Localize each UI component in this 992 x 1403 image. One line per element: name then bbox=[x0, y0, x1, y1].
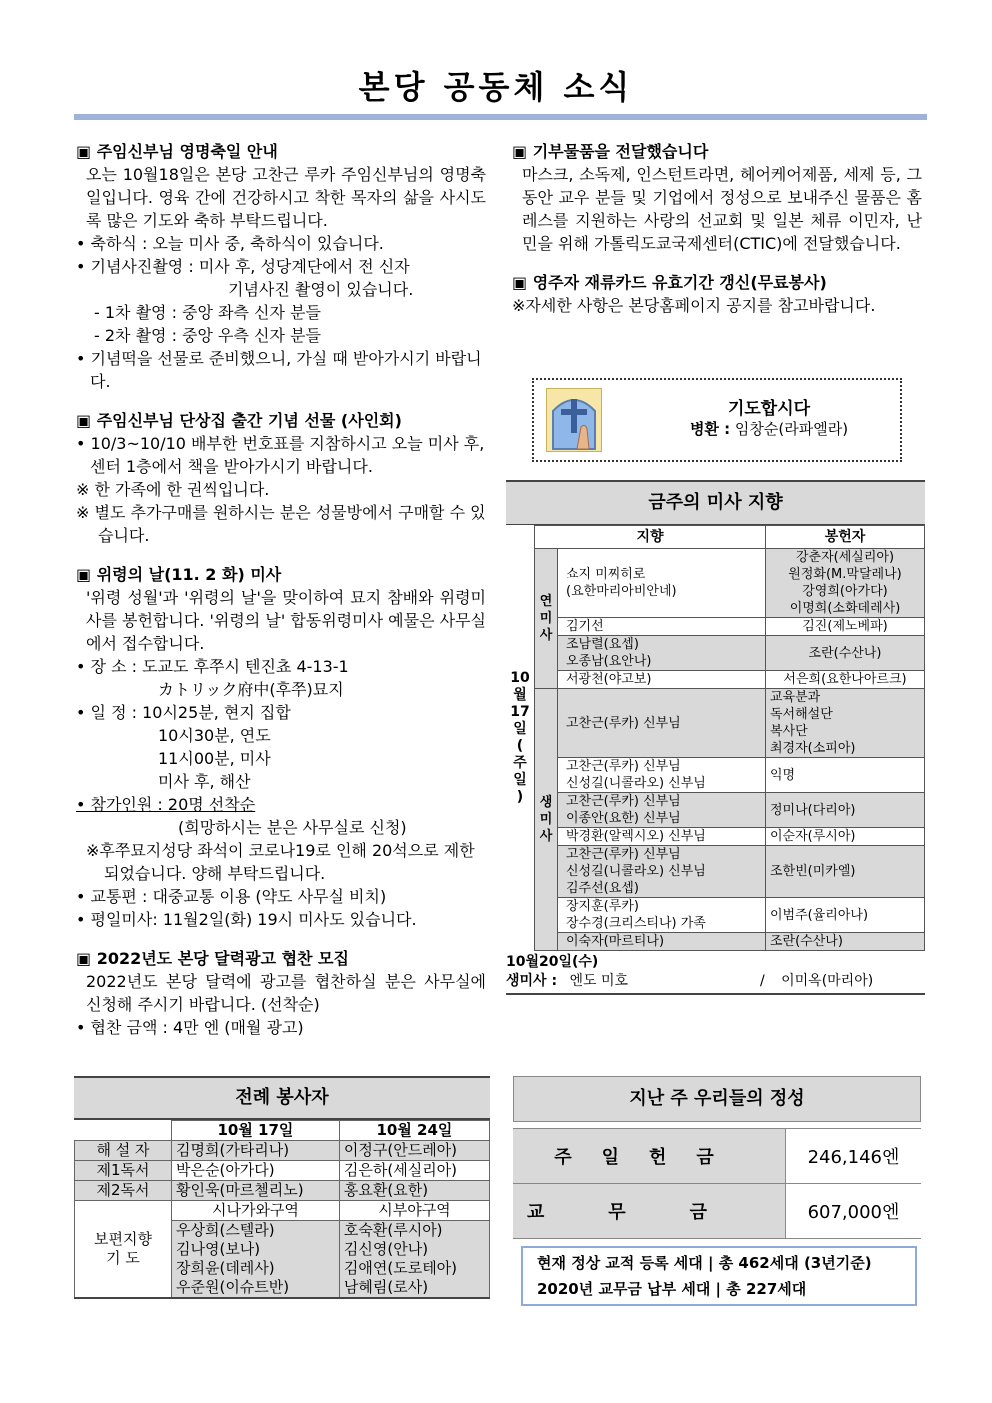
liturgy-servers bbox=[74, 1076, 490, 1299]
bullet: • 협찬 금액 : 4만 엔 (매월 광고) bbox=[76, 1018, 304, 1037]
date-1: 10월 17일 bbox=[172, 1121, 340, 1141]
mass-table bbox=[506, 525, 925, 951]
note: ※후쭈묘지성당 좌석이 코로나19로 인해 20석으로 제한되었습니다. 양해 부탁드립니다. bbox=[86, 841, 475, 883]
table-row bbox=[506, 898, 925, 933]
section-heading: ▣ 2022년도 본당 달력광고 협찬 모집 bbox=[76, 949, 349, 968]
mass-type-yeon: 연 미 사 bbox=[535, 549, 558, 689]
footer-label: 생미사 : bbox=[506, 973, 558, 989]
cell: 홍요환(요한) bbox=[339, 1181, 489, 1201]
donor-cell: 교육분과 독서해설단 복사단 최경자(소피아) bbox=[766, 689, 925, 758]
list-item: 우상희(스텔라) bbox=[176, 1221, 275, 1239]
donor-cell: 이범주(율리아나) bbox=[766, 898, 925, 933]
mass-heading: 금주의 미사 지향 bbox=[506, 480, 925, 525]
donor-cell: 김진(제노베파) bbox=[766, 618, 925, 636]
date-2: 10월 24일 bbox=[339, 1121, 489, 1141]
offering-value: 607,000엔 bbox=[786, 1184, 922, 1239]
cell: 황인욱(마르첼리노) bbox=[172, 1181, 340, 1201]
zone-b-list bbox=[339, 1221, 489, 1299]
table-row bbox=[506, 549, 925, 618]
cell: 김은하(세실리아) bbox=[339, 1161, 489, 1181]
table-row bbox=[506, 689, 925, 758]
donor-cell: 이순자(루시아) bbox=[766, 828, 925, 846]
table-row bbox=[513, 1184, 921, 1239]
donor-cell: 서은희(요한나아르크) bbox=[766, 671, 925, 689]
stats-line: 현재 정상 교적 등록 세대 | 총 462세대 (3년기준) bbox=[537, 1254, 872, 1272]
table-row bbox=[506, 846, 925, 898]
intent-cell: 서광천(야고보) bbox=[558, 671, 766, 689]
list-item: 김신영(안나) bbox=[343, 1240, 429, 1258]
bullet: • 평일미사: 11월2일(화) 19시 미사도 있습니다. bbox=[76, 910, 417, 929]
liturgy-table bbox=[74, 1120, 490, 1299]
prayer-box bbox=[532, 378, 902, 462]
offering-label: 교무금 bbox=[513, 1184, 786, 1239]
bullet: • 10/3~10/10 배부한 번호표를 지참하시고 오늘 미사 후, 센터 1층에서 책을 받아가시기 바랍니다. bbox=[76, 434, 485, 476]
paragraph: 2022년도 본당 달력에 광고를 협찬하실 분은 사무실에 신청해 주시기 바랍니다. (선착순) bbox=[86, 972, 486, 1014]
table-row bbox=[506, 758, 925, 793]
donor-cell: 조란(수산나) bbox=[766, 933, 925, 951]
zone-b: 시부야구역 bbox=[339, 1201, 489, 1221]
donor-cell: 강춘자(세실리아) 원정화(M.막달레나) 강영희(아가다) 이명희(소화데레사) bbox=[766, 549, 925, 618]
table-row bbox=[506, 793, 925, 828]
offering-value: 246,146엔 bbox=[786, 1129, 922, 1184]
intent-cell: 장지훈(루카) 장수경(크리스티나) 가족 bbox=[558, 898, 766, 933]
left-column bbox=[76, 140, 486, 1055]
section-donation bbox=[512, 140, 922, 255]
bullet: • 장 소 : 도교도 후쭈시 텐진쵸 4-13-1 bbox=[76, 657, 349, 676]
mass-footer bbox=[506, 953, 925, 995]
intent-cell: 조남렬(요셉) 오종남(요안나) bbox=[558, 636, 766, 671]
section-heading: ▣ 기부물품을 전달했습니다 bbox=[512, 142, 709, 161]
table-row bbox=[506, 933, 925, 951]
table-row bbox=[506, 671, 925, 689]
list-item: 장희윤(데레사) bbox=[176, 1259, 275, 1277]
bullet: • 기념사진촬영 : 미사 후, 성당계단에서 전 신자 bbox=[76, 257, 410, 276]
footer-line bbox=[506, 972, 925, 991]
donor-cell: 조한빈(미카엘) bbox=[766, 846, 925, 898]
footer-date: 10월20일(수) bbox=[506, 954, 599, 970]
paragraph: 마스크, 소독제, 인스턴트라면, 헤어케어제품, 세제 등, 그동안 교우 분들 및 기업에서 정성으로 보내주신 물품은 홈레스를 지원하는 사랑의 선교회 및 일본 체류 이민자, 난민을 위해 가톨릭도쿄국제센터(CTIC)에 전달했습니다. bbox=[522, 165, 922, 253]
bullet: • 교통편 : 대중교통 이용 (약도 사무실 비치) bbox=[76, 887, 387, 906]
sub-item: - 2차 촬영 : 중앙 우측 신자 분들 bbox=[94, 326, 321, 345]
bullet-cont: 10시30분, 연도 bbox=[158, 726, 271, 745]
bullet-cont: (희망하시는 분은 사무실로 신청) bbox=[178, 818, 407, 837]
prayer-title: 기도합시다 bbox=[727, 399, 811, 419]
offering-label: 주일헌금 bbox=[513, 1129, 786, 1184]
section-heading: ▣ 위령의 날(11. 2 화) 미사 bbox=[76, 565, 282, 584]
bullet-cont: 기념사진 촬영이 있습니다. bbox=[228, 280, 414, 299]
section-heading: ▣ 주임신부님 단상집 출간 기념 선물 (사인회) bbox=[76, 411, 402, 430]
mass-type-saeng: 생 미 사 bbox=[535, 689, 558, 951]
list-item: 우준원(이슈트반) bbox=[176, 1278, 290, 1296]
section-residence-card bbox=[512, 271, 922, 317]
section-calendar-ad bbox=[76, 947, 486, 1039]
prayer-label: 병환 : bbox=[689, 420, 731, 438]
mass-intentions bbox=[506, 480, 925, 995]
prayer-line bbox=[644, 418, 894, 439]
praying-hands-window-icon bbox=[546, 388, 602, 452]
table-row bbox=[506, 636, 925, 671]
table-row bbox=[75, 1161, 490, 1181]
intent-cell: 쇼지 미찌히로 (요한마리아비안네) bbox=[558, 549, 766, 618]
row-label: 제1독서 bbox=[75, 1161, 172, 1181]
prayer-name: 임창순(라파엘라) bbox=[734, 420, 849, 438]
page-title: 본당 공동체 소식 bbox=[358, 68, 634, 106]
zone-a: 시나가와구역 bbox=[172, 1201, 340, 1221]
mass-date: 10 월 17 일 ( 주 일 ) bbox=[506, 526, 535, 951]
section-book-gift bbox=[76, 409, 486, 547]
bullet-cont: 미사 후, 해산 bbox=[158, 772, 251, 791]
section-all-souls bbox=[76, 563, 486, 931]
list-item: 김나영(보나) bbox=[176, 1240, 261, 1258]
bullet-cont: カトリック府中(후쭈)묘지 bbox=[158, 680, 344, 699]
stats-line: 2020년 교무금 납부 세대 | 총 227세대 bbox=[537, 1280, 807, 1298]
cell: 박은순(아가다) bbox=[172, 1161, 340, 1181]
donor-cell: 조란(수산나) bbox=[766, 636, 925, 671]
household-stats bbox=[521, 1246, 917, 1306]
intent-cell: 박경환(알렉시오) 신부님 bbox=[558, 828, 766, 846]
row-label: 보편지향 기 도 bbox=[75, 1201, 172, 1299]
empty-cell bbox=[75, 1121, 172, 1141]
footer-donor: 이미옥(마리아) bbox=[781, 973, 874, 989]
footer-sep: / bbox=[759, 973, 765, 989]
zone-a-list bbox=[172, 1221, 340, 1299]
offering-heading: 지난 주 우리들의 정성 bbox=[513, 1076, 921, 1122]
col-donor: 봉헌자 bbox=[766, 526, 925, 549]
row-label: 제2독서 bbox=[75, 1181, 172, 1201]
list-item: 호숙환(루시아) bbox=[343, 1221, 443, 1239]
bullet: • 일 정 : 10시25분, 현지 집합 bbox=[76, 703, 291, 722]
section-feast bbox=[76, 140, 486, 393]
right-column bbox=[512, 140, 922, 333]
row-label: 해 설 자 bbox=[75, 1141, 172, 1161]
cell: 김명희(가타리나) bbox=[172, 1141, 340, 1161]
intent-cell: 고찬근(루카) 신부님 신성길(니콜라오) 신부님 bbox=[558, 758, 766, 793]
table-row bbox=[75, 1181, 490, 1201]
intent-cell: 이숙자(마르티나) bbox=[558, 933, 766, 951]
liturgy-heading: 전례 봉사자 bbox=[74, 1076, 490, 1120]
cell: 이정구(안드레아) bbox=[339, 1141, 489, 1161]
bullet: • 참가인원 : 20명 선착순 bbox=[76, 795, 256, 814]
donor-cell: 정미나(다리아) bbox=[766, 793, 925, 828]
note: ※자세한 사항은 본당홈페이지 공지를 참고바랍니다. bbox=[512, 296, 876, 315]
table-row bbox=[506, 618, 925, 636]
footer-intent: 엔도 미호 bbox=[569, 973, 629, 989]
note: ※ 별도 추가구매를 원하시는 분은 성물방에서 구매할 수 있습니다. bbox=[76, 503, 486, 545]
paragraph: 오는 10월18일은 본당 고찬근 루카 주임신부님의 영명축일입니다. 영육 간에 건강하시고 착한 목자의 삶을 사시도록 많은 기도와 축하 부탁드립니다. bbox=[86, 165, 486, 230]
table-row bbox=[506, 828, 925, 846]
intent-cell: 고찬근(루카) 신부님 bbox=[558, 689, 766, 758]
note: ※ 한 가족에 한 권씩입니다. bbox=[76, 480, 270, 499]
list-item: 남혜림(로사) bbox=[343, 1278, 429, 1296]
bullet: • 기념떡을 선물로 준비했으니, 가실 때 받아가시기 바랍니다. bbox=[76, 349, 482, 391]
intent-cell: 고찬근(루카) 신부님 신성길(니콜라오) 신부님 김주선(요셉) bbox=[558, 846, 766, 898]
bullet-cont: 11시00분, 미사 bbox=[158, 749, 271, 768]
paragraph: '위령 성월'과 '위령의 날'을 맞이하여 묘지 참배와 위령미사를 봉헌합니다. '위령의 날' 합동위령미사 예물은 사무실에서 접수합니다. bbox=[86, 588, 486, 653]
bullet: • 축하식 : 오늘 미사 중, 축하식이 있습니다. bbox=[76, 234, 384, 253]
offering-table bbox=[513, 1128, 921, 1239]
title-divider bbox=[74, 114, 927, 120]
list-item: 김애연(도로테아) bbox=[343, 1259, 458, 1277]
col-intent: 지향 bbox=[535, 526, 766, 549]
intent-cell: 김기선 bbox=[558, 618, 766, 636]
intent-cell: 고찬근(루카) 신부님 이종안(요한) 신부님 bbox=[558, 793, 766, 828]
donor-cell: 익명 bbox=[766, 758, 925, 793]
section-heading: ▣ 주임신부님 영명축일 안내 bbox=[76, 142, 278, 161]
table-row bbox=[75, 1201, 490, 1221]
table-row bbox=[75, 1141, 490, 1161]
table-row bbox=[513, 1129, 921, 1184]
offering-box bbox=[513, 1076, 921, 1239]
section-heading: ▣ 영주자 재류카드 유효기간 갱신(무료봉사) bbox=[512, 273, 827, 292]
sub-item: - 1차 촬영 : 중앙 좌측 신자 분들 bbox=[94, 303, 321, 322]
